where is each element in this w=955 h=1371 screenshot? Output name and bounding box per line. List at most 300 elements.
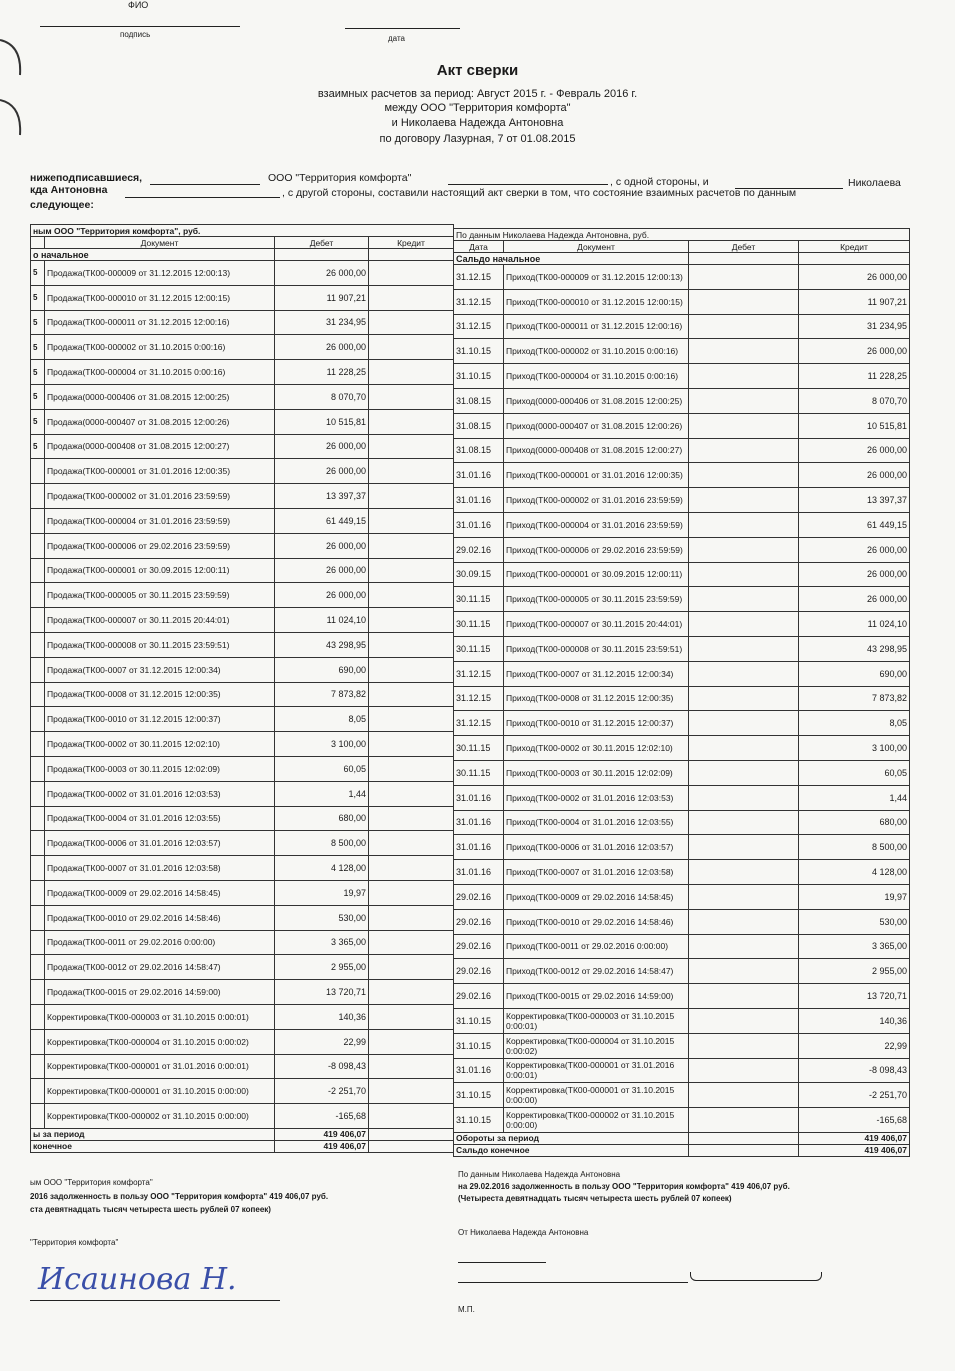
- row-date: 31.08.15: [454, 388, 504, 413]
- row-debit: [689, 785, 799, 810]
- row-document: Приход(ТК00-0011 от 29.02.2016 0:00:00): [504, 934, 689, 959]
- row-debit: 31 234,95: [275, 310, 369, 335]
- table-row: [31, 732, 454, 757]
- left-col-credit: Кредит: [369, 237, 454, 249]
- row-credit: 26 000,00: [799, 562, 910, 587]
- row-date: 30.11.15: [454, 612, 504, 637]
- row-date: 29.02.16: [454, 537, 504, 562]
- table-row: [454, 785, 910, 810]
- intro-line-4: [125, 197, 280, 198]
- podpis-label: подпись: [120, 30, 151, 39]
- table-row: [31, 384, 454, 409]
- row-document: Продажа(ТК00-000005 от 30.11.2015 23:59:59): [45, 583, 275, 608]
- row-debit: [689, 934, 799, 959]
- table-row: [454, 1033, 910, 1058]
- row-mark: [31, 781, 45, 806]
- row-date: 31.01.16: [454, 835, 504, 860]
- row-document: Продажа(ТК00-000010 от 31.12.2015 12:00:15): [45, 285, 275, 310]
- row-debit: [689, 537, 799, 562]
- row-credit: -165,68: [799, 1108, 910, 1133]
- row-credit: [369, 955, 454, 980]
- row-document: Приход(ТК00-0003 от 30.11.2015 12:02:09): [504, 760, 689, 785]
- row-document: Продажа(ТК00-000001 от 30.09.2015 12:00:11): [45, 558, 275, 583]
- table-row: [454, 810, 910, 835]
- row-credit: 530,00: [799, 909, 910, 934]
- row-mark: [31, 1029, 45, 1054]
- row-document: Продажа(ТК00-0010 от 29.02.2016 14:58:46): [45, 905, 275, 930]
- row-mark: 5: [31, 261, 45, 286]
- intro-side-two: , с другой стороны, составили настоящий акт сверки в том, что состояние взаимных расчетов по данным: [282, 187, 797, 199]
- row-mark: [31, 1104, 45, 1129]
- row-document: Приход(ТК00-0012 от 29.02.2016 14:58:47): [504, 959, 689, 984]
- row-document: Корректировка(ТК00-000004 от 31.10.2015 0:00:02): [45, 1029, 275, 1054]
- row-document: Приход(ТК00-000004 от 31.10.2015 0:00:16): [504, 364, 689, 389]
- table-row: [454, 587, 910, 612]
- row-debit: 530,00: [275, 905, 369, 930]
- row-date: 31.10.15: [454, 1083, 504, 1108]
- row-debit: -2 251,70: [275, 1079, 369, 1104]
- right-closing-credit: 419 406,07: [799, 1144, 910, 1156]
- table-row: [31, 781, 454, 806]
- row-debit: [689, 736, 799, 761]
- row-debit: 1,44: [275, 781, 369, 806]
- table-row: [31, 980, 454, 1005]
- intro-signers: нижеподписавшиеся,: [30, 172, 143, 184]
- row-credit: -2 251,70: [799, 1083, 910, 1108]
- row-credit: [369, 856, 454, 881]
- row-credit: [369, 632, 454, 657]
- row-document: Приход(ТК00-000007 от 30.11.2015 20:44:01): [504, 612, 689, 637]
- row-credit: 8 500,00: [799, 835, 910, 860]
- row-document: Приход(ТК00-000006 от 29.02.2016 23:59:59): [504, 537, 689, 562]
- table-row: [31, 955, 454, 980]
- row-debit: [689, 636, 799, 661]
- row-mark: [31, 905, 45, 930]
- row-document: Приход(0000-000408 от 31.08.2015 12:00:27): [504, 438, 689, 463]
- row-credit: [369, 1029, 454, 1054]
- table-row: [454, 959, 910, 984]
- row-document: Приход(ТК00-000002 от 31.01.2016 23:59:59): [504, 488, 689, 513]
- row-mark: [31, 682, 45, 707]
- row-document: Продажа(ТК00-0006 от 31.01.2016 12:03:57): [45, 831, 275, 856]
- row-date: 31.01.16: [454, 785, 504, 810]
- row-mark: [31, 806, 45, 831]
- row-debit: [689, 835, 799, 860]
- right-closing-label: Сальдо конечное: [454, 1144, 689, 1156]
- row-document: Приход(ТК00-0002 от 30.11.2015 12:02:10): [504, 736, 689, 761]
- row-mark: [31, 831, 45, 856]
- row-document: Приход(ТК00-000004 от 31.01.2016 23:59:59): [504, 512, 689, 537]
- row-mark: [31, 583, 45, 608]
- table-row: [454, 686, 910, 711]
- subtitle-period: взаимных расчетов за период: Август 2015 г. - Февраль 2016 г.: [317, 88, 638, 100]
- right-turnover-label: Обороты за период: [454, 1132, 689, 1144]
- table-row: [454, 835, 910, 860]
- row-debit: [689, 463, 799, 488]
- row-debit: [689, 860, 799, 885]
- row-credit: -8 098,43: [799, 1058, 910, 1083]
- row-credit: 61 449,15: [799, 512, 910, 537]
- row-date: 31.10.15: [454, 339, 504, 364]
- row-debit: 2 955,00: [275, 955, 369, 980]
- row-document: Корректировка(ТК00-000001 от 31.10.2015 0:00:00): [45, 1079, 275, 1104]
- row-mark: [31, 484, 45, 509]
- row-mark: 5: [31, 384, 45, 409]
- row-mark: 5: [31, 360, 45, 385]
- row-document: Продажа(ТК00-000004 от 31.01.2016 23:59:59): [45, 508, 275, 533]
- row-credit: [369, 682, 454, 707]
- row-credit: 31 234,95: [799, 314, 910, 339]
- table-row: [454, 314, 910, 339]
- row-credit: 13 720,71: [799, 984, 910, 1009]
- left-closing-label: конечное: [31, 1140, 275, 1152]
- table-row: [454, 438, 910, 463]
- row-document: Приход(ТК00-000010 от 31.12.2015 12:00:15): [504, 289, 689, 314]
- table-row: [31, 856, 454, 881]
- row-mark: [31, 657, 45, 682]
- table-row: [31, 806, 454, 831]
- row-document: Приход(ТК00-0009 от 29.02.2016 14:58:45): [504, 884, 689, 909]
- row-document: Приход(ТК00-000008 от 30.11.2015 23:59:51): [504, 636, 689, 661]
- table-row: [31, 261, 454, 286]
- row-debit: 61 449,15: [275, 508, 369, 533]
- table-row: [31, 335, 454, 360]
- row-document: Продажа(ТК00-0002 от 31.01.2016 12:03:53): [45, 781, 275, 806]
- row-document: Приход(ТК00-0010 от 31.12.2015 12:00:37): [504, 711, 689, 736]
- table-row: [31, 1029, 454, 1054]
- row-date: 30.11.15: [454, 636, 504, 661]
- row-date: 29.02.16: [454, 959, 504, 984]
- row-debit: [689, 587, 799, 612]
- row-credit: [369, 409, 454, 434]
- table-row: [31, 459, 454, 484]
- row-debit: 7 873,82: [275, 682, 369, 707]
- table-row: [31, 409, 454, 434]
- row-mark: [31, 1004, 45, 1029]
- row-mark: [31, 533, 45, 558]
- row-date: 31.08.15: [454, 413, 504, 438]
- footer-right-line-a: [458, 1262, 546, 1263]
- fio-line: [40, 26, 240, 27]
- table-row: [31, 831, 454, 856]
- row-document: Приход(ТК00-000009 от 31.12.2015 12:00:13): [504, 265, 689, 290]
- row-credit: 8,05: [799, 711, 910, 736]
- row-document: Продажа(ТК00-0007 от 31.01.2016 12:03:58): [45, 856, 275, 881]
- table-row: [31, 756, 454, 781]
- row-mark: 5: [31, 434, 45, 459]
- row-mark: [31, 930, 45, 955]
- table-row: [454, 612, 910, 637]
- row-document: Продажа(ТК00-000009 от 31.12.2015 12:00:13): [45, 261, 275, 286]
- row-debit: 26 000,00: [275, 335, 369, 360]
- table-row: [31, 707, 454, 732]
- row-document: Приход(0000-000407 от 31.08.2015 12:00:26): [504, 413, 689, 438]
- row-credit: 11 228,25: [799, 364, 910, 389]
- row-credit: [369, 1104, 454, 1129]
- row-mark: [31, 856, 45, 881]
- table-row: [31, 657, 454, 682]
- row-mark: 5: [31, 285, 45, 310]
- date-line: [345, 28, 460, 29]
- fio-label: ФИО: [128, 0, 149, 10]
- row-debit: [689, 711, 799, 736]
- row-date: 31.12.15: [454, 314, 504, 339]
- row-debit: 8,05: [275, 707, 369, 732]
- row-debit: 4 128,00: [275, 856, 369, 881]
- row-credit: 13 397,37: [799, 488, 910, 513]
- row-mark: [31, 459, 45, 484]
- row-debit: [689, 1008, 799, 1033]
- table-row: [31, 285, 454, 310]
- row-debit: [689, 760, 799, 785]
- left-col-debit: Дебет: [275, 237, 369, 249]
- table-row: [31, 484, 454, 509]
- table-row: [454, 860, 910, 885]
- row-debit: [689, 959, 799, 984]
- row-debit: 26 000,00: [275, 261, 369, 286]
- row-date: 31.01.16: [454, 488, 504, 513]
- row-date: 31.01.16: [454, 1058, 504, 1083]
- intro-line-1: [150, 184, 260, 185]
- subtitle-contract: по договору Лазурная, 7 от 01.08.2015: [379, 133, 576, 145]
- table-row: [31, 1079, 454, 1104]
- footer-left-line1: ым ООО "Территория комфорта": [30, 1178, 153, 1187]
- intro-counterparty-name: кда Антоновна: [30, 184, 108, 196]
- row-credit: [369, 806, 454, 831]
- row-date: 31.10.15: [454, 1033, 504, 1058]
- table-row: [454, 636, 910, 661]
- row-credit: [369, 533, 454, 558]
- row-mark: [31, 955, 45, 980]
- row-credit: [369, 707, 454, 732]
- row-date: 29.02.16: [454, 934, 504, 959]
- row-mark: [31, 980, 45, 1005]
- row-mark: [31, 558, 45, 583]
- row-date: 31.12.15: [454, 661, 504, 686]
- row-debit: -8 098,43: [275, 1054, 369, 1079]
- row-debit: [689, 884, 799, 909]
- row-credit: [369, 831, 454, 856]
- row-debit: 13 397,37: [275, 484, 369, 509]
- row-document: Продажа(ТК00-000002 от 31.10.2015 0:00:16): [45, 335, 275, 360]
- row-document: Приход(ТК00-0002 от 31.01.2016 12:03:53): [504, 785, 689, 810]
- row-document: Продажа(ТК00-000002 от 31.01.2016 23:59:59): [45, 484, 275, 509]
- row-debit: [689, 984, 799, 1009]
- row-mark: [31, 508, 45, 533]
- table-row: [454, 760, 910, 785]
- footer-right-name-bracket: [690, 1272, 822, 1281]
- row-credit: 26 000,00: [799, 587, 910, 612]
- row-credit: [369, 1079, 454, 1104]
- row-credit: [369, 781, 454, 806]
- row-date: 31.12.15: [454, 686, 504, 711]
- row-date: 30.11.15: [454, 736, 504, 761]
- left-col-document: Документ: [45, 237, 275, 249]
- footer-left-sign-line: [30, 1300, 280, 1301]
- row-date: 31.01.16: [454, 463, 504, 488]
- footer-right-line2: на 29.02.2016 задолженность в пользу ООО "Территория комфорта" 419 406,07 руб.: [458, 1182, 790, 1191]
- subtitle-and: и Николаева Надежда Антоновна: [391, 117, 564, 129]
- right-reconciliation-table: [453, 228, 910, 1157]
- row-credit: [369, 732, 454, 757]
- row-date: 31.10.15: [454, 364, 504, 389]
- row-date: 31.01.16: [454, 860, 504, 885]
- table-row: [31, 360, 454, 385]
- intro-following: следующее:: [30, 199, 94, 211]
- row-date: 30.11.15: [454, 587, 504, 612]
- row-date: 31.10.15: [454, 1108, 504, 1133]
- row-document: Приход(ТК00-0007 от 31.12.2015 12:00:34): [504, 661, 689, 686]
- table-row: [454, 364, 910, 389]
- row-document: Продажа(0000-000408 от 31.08.2015 12:00:27): [45, 434, 275, 459]
- row-date: 29.02.16: [454, 984, 504, 1009]
- right-col-document: Документ: [504, 241, 689, 253]
- intro-counterparty: Николаева: [848, 177, 901, 189]
- row-debit: 690,00: [275, 657, 369, 682]
- row-credit: 8 070,70: [799, 388, 910, 413]
- row-document: Корректировка(ТК00-000002 от 31.10.2015 0:00:00): [504, 1108, 689, 1133]
- row-document: Корректировка(ТК00-000002 от 31.10.2015 0:00:00): [45, 1104, 275, 1129]
- row-credit: [369, 484, 454, 509]
- row-credit: [369, 434, 454, 459]
- row-document: Корректировка(ТК00-000003 от 31.10.2015 0:00:01): [504, 1008, 689, 1033]
- table-row: [454, 463, 910, 488]
- row-debit: 10 515,81: [275, 409, 369, 434]
- row-credit: 3 365,00: [799, 934, 910, 959]
- row-debit: 26 000,00: [275, 434, 369, 459]
- row-date: 29.02.16: [454, 884, 504, 909]
- row-document: Приход(ТК00-0004 от 31.01.2016 12:03:55): [504, 810, 689, 835]
- footer-right-mp: М.П.: [458, 1305, 475, 1314]
- row-debit: 26 000,00: [275, 459, 369, 484]
- row-debit: 11 024,10: [275, 608, 369, 633]
- row-document: Продажа(ТК00-0008 от 31.12.2015 12:00:35): [45, 682, 275, 707]
- row-mark: [31, 1079, 45, 1104]
- row-credit: 26 000,00: [799, 438, 910, 463]
- row-credit: 60,05: [799, 760, 910, 785]
- footer-left-org: "Территория комфорта": [30, 1238, 119, 1247]
- table-row: [454, 984, 910, 1009]
- row-debit: [689, 339, 799, 364]
- table-row: [454, 562, 910, 587]
- row-mark: [31, 732, 45, 757]
- row-credit: 11 024,10: [799, 612, 910, 637]
- row-document: Приход(ТК00-000011 от 31.12.2015 12:00:16): [504, 314, 689, 339]
- row-document: Приход(ТК00-000005 от 30.11.2015 23:59:59): [504, 587, 689, 612]
- row-debit: [689, 1058, 799, 1083]
- row-debit: [689, 686, 799, 711]
- row-credit: 43 298,95: [799, 636, 910, 661]
- right-col-debit: Дебет: [689, 241, 799, 253]
- row-credit: 26 000,00: [799, 339, 910, 364]
- row-credit: 680,00: [799, 810, 910, 835]
- row-debit: 26 000,00: [275, 583, 369, 608]
- row-mark: 5: [31, 409, 45, 434]
- row-document: Продажа(ТК00-0004 от 31.01.2016 12:03:55): [45, 806, 275, 831]
- row-credit: [369, 459, 454, 484]
- row-debit: 19,97: [275, 880, 369, 905]
- row-document: Продажа(ТК00-0012 от 29.02.2016 14:58:47): [45, 955, 275, 980]
- row-document: Корректировка(ТК00-000004 от 31.10.2015 0:00:02): [504, 1033, 689, 1058]
- subtitle-between: между ООО "Территория комфорта": [384, 102, 571, 114]
- table-row: [31, 583, 454, 608]
- row-debit: 22,99: [275, 1029, 369, 1054]
- row-debit: 3 365,00: [275, 930, 369, 955]
- row-credit: [369, 608, 454, 633]
- table-row: [31, 434, 454, 459]
- footer-left-line2: 2016 задолженность в пользу ООО "Территория комфорта" 419 406,07 руб.: [30, 1192, 329, 1201]
- row-credit: 3 100,00: [799, 736, 910, 761]
- row-date: 29.02.16: [454, 909, 504, 934]
- row-credit: [369, 285, 454, 310]
- row-credit: [369, 360, 454, 385]
- table-row: [454, 265, 910, 290]
- row-document: Продажа(ТК00-0003 от 30.11.2015 12:02:09): [45, 756, 275, 781]
- left-turnover-label: ы за период: [31, 1128, 275, 1140]
- row-debit: [689, 661, 799, 686]
- table-row: [31, 533, 454, 558]
- table-row: [454, 934, 910, 959]
- row-debit: [689, 289, 799, 314]
- row-document: Приход(0000-000406 от 31.08.2015 12:00:25): [504, 388, 689, 413]
- row-document: Продажа(ТК00-0011 от 29.02.2016 0:00:00): [45, 930, 275, 955]
- row-credit: 11 907,21: [799, 289, 910, 314]
- row-date: 31.08.15: [454, 438, 504, 463]
- row-date: 30.09.15: [454, 562, 504, 587]
- row-document: Приход(ТК00-0007 от 31.01.2016 12:03:58): [504, 860, 689, 885]
- row-document: Продажа(ТК00-000007 от 30.11.2015 20:44:01): [45, 608, 275, 633]
- handwritten-signature: Исаинова Н.: [38, 1262, 237, 1297]
- row-debit: 140,36: [275, 1004, 369, 1029]
- row-document: Корректировка(ТК00-000001 от 31.01.2016 0:00:01): [504, 1058, 689, 1083]
- row-debit: [689, 488, 799, 513]
- row-document: Продажа(ТК00-0010 от 31.12.2015 12:00:37): [45, 707, 275, 732]
- row-date: 31.12.15: [454, 289, 504, 314]
- row-credit: [369, 310, 454, 335]
- row-document: Продажа(0000-000407 от 31.08.2015 12:00:26): [45, 409, 275, 434]
- row-document: Корректировка(ТК00-000003 от 31.10.2015 0:00:01): [45, 1004, 275, 1029]
- row-credit: 140,36: [799, 1008, 910, 1033]
- row-debit: 13 720,71: [275, 980, 369, 1005]
- row-document: Приход(ТК00-0006 от 31.01.2016 12:03:57): [504, 835, 689, 860]
- row-mark: 5: [31, 335, 45, 360]
- footer-right-line-b: [458, 1282, 688, 1283]
- row-debit: [689, 265, 799, 290]
- row-credit: 19,97: [799, 884, 910, 909]
- footer-right-line3: (Четыреста девятнадцать тысяч четыреста шесть рублей 07 копеек): [458, 1194, 732, 1203]
- table-row: [454, 1008, 910, 1033]
- row-document: Приход(ТК00-000001 от 30.09.2015 12:00:11): [504, 562, 689, 587]
- row-debit: [689, 413, 799, 438]
- table-row: [454, 339, 910, 364]
- row-debit: -165,68: [275, 1104, 369, 1129]
- row-document: Продажа(ТК00-0015 от 29.02.2016 14:59:00): [45, 980, 275, 1005]
- row-date: 30.11.15: [454, 760, 504, 785]
- table-row: [454, 711, 910, 736]
- row-credit: 7 873,82: [799, 686, 910, 711]
- left-closing-debit: 419 406,07: [275, 1140, 369, 1152]
- row-credit: [369, 980, 454, 1005]
- row-date: 31.10.15: [454, 1008, 504, 1033]
- table-row: [454, 661, 910, 686]
- row-date: 31.12.15: [454, 265, 504, 290]
- row-debit: [689, 512, 799, 537]
- left-table-caption: ным ООО "Территория комфорта", руб.: [31, 225, 454, 237]
- row-mark: 5: [31, 310, 45, 335]
- table-row: [31, 558, 454, 583]
- row-mark: [31, 1054, 45, 1079]
- table-row: [454, 289, 910, 314]
